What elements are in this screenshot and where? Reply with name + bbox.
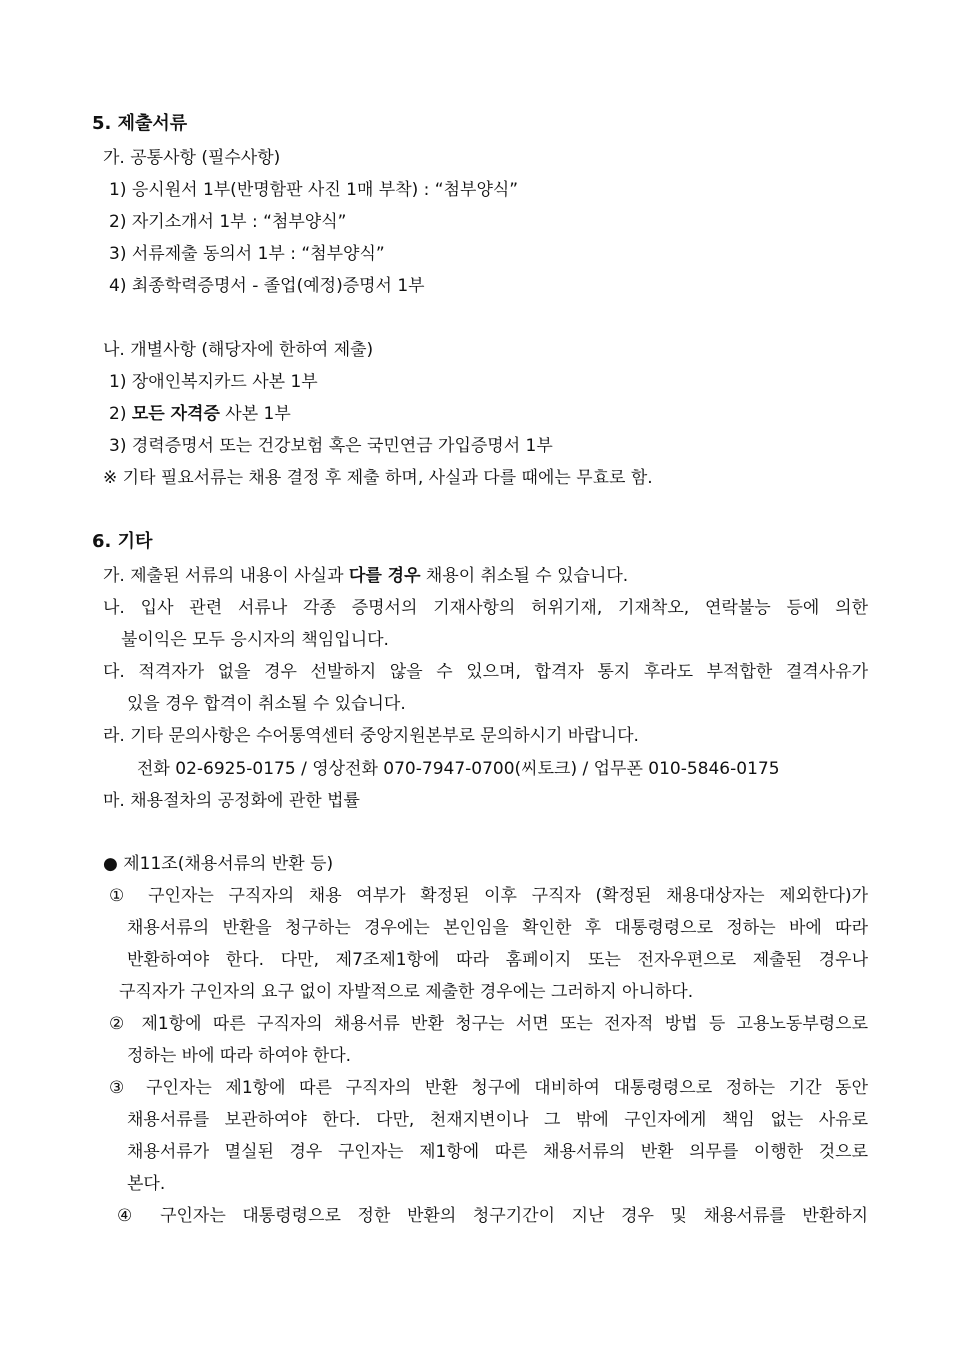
law-paragraph-line: 채용서류가 멸실된 경우 구인자는 제1항에 따른 채용서류의 반환 의무를 이행한 것으로: [127, 1142, 868, 1162]
section-6-ra-line1: 라. 기타 문의사항은 수어통역센터 중앙지원본부로 문의하시기 바랍니다.: [103, 726, 639, 746]
law-paragraph-line: ④ 구인자는 대통령령으로 정한 반환의 청구기간이 지난 경우 및 채용서류를 반환하지: [117, 1206, 868, 1226]
section-6-na-line2: 불이익은 모두 응시자의 책임입니다.: [121, 630, 389, 650]
section-5-ga-heading: 가. 공통사항 (필수사항): [103, 148, 281, 168]
law-paragraph-line: 채용서류를 보관하여야 한다. 다만, 천재지변이나 그 밖에 구인자에게 책임 없는 사유로: [127, 1110, 868, 1130]
law-paragraph-line: 반환하여야 한다. 다만, 제7조제1항에 따라 홈페이지 또는 전자우편으로 제출된 경우나: [127, 950, 868, 970]
law-paragraph-line: ① 구인자는 구직자의 채용 여부가 확정된 이후 구직자 (확정된 채용대상자는 제외한다)가: [109, 886, 868, 906]
law-article-title: ● 제11조(채용서류의 반환 등): [103, 854, 334, 874]
emphasis-text: 다를 경우: [348, 566, 421, 586]
section-6-title: 6. 기타: [92, 531, 153, 552]
list-item: 2) 모든 자격증 사본 1부: [109, 404, 291, 424]
law-paragraph-line: 채용서류의 반환을 청구하는 경우에는 본인임을 확인한 후 대통령령으로 정하는 바에 따라: [127, 918, 868, 938]
section-6-ma: 마. 채용절차의 공정화에 관한 법률: [103, 791, 360, 811]
list-item: 3) 서류제출 동의서 1부 : “첨부양식”: [109, 244, 385, 264]
section-6-na-line1: 나. 입사 관련 서류나 각종 증명서의 기재사항의 허위기재, 기재착오, 연락불능 등에 의한: [103, 598, 868, 618]
section-6-ga: 가. 제출된 서류의 내용이 사실과 다를 경우 채용이 취소될 수 있습니다.: [103, 566, 629, 586]
section-5-na-heading: 나. 개별사항 (해당자에 한하여 제출): [103, 340, 374, 360]
section-5-note: ※ 기타 필요서류는 채용 결정 후 제출 하며, 사실과 다를 때에는 무효로 함.: [103, 468, 653, 488]
section-6-da-line2: 있을 경우 합격이 취소될 수 있습니다.: [127, 694, 406, 714]
law-paragraph-line: 정하는 바에 따라 하여야 한다.: [127, 1046, 352, 1066]
law-paragraph-line: 구직자가 구인자의 요구 없이 자발적으로 제출한 경우에는 그러하지 아니하다.: [119, 982, 694, 1002]
list-item: 2) 자기소개서 1부 : “첨부양식”: [109, 212, 347, 232]
emphasis-text: 모든 자격증: [131, 404, 220, 424]
law-paragraph-line: 본다.: [127, 1174, 166, 1194]
contact-info: 전화 02-6925-0175 / 영상전화 070-7947-0700(씨토크) / 업무폰 010-5846-0175: [137, 759, 780, 779]
list-item: 3) 경력증명서 또는 건강보험 혹은 국민연금 가입증명서 1부: [109, 436, 553, 456]
list-item: 1) 장애인복지카드 사본 1부: [109, 372, 318, 392]
list-item: 1) 응시원서 1부(반명함판 사진 1매 부착) : “첨부양식”: [109, 180, 519, 200]
list-item: 4) 최종학력증명서 - 졸업(예정)증명서 1부: [109, 276, 425, 296]
section-5-title: 5. 제출서류: [92, 113, 188, 134]
law-paragraph-line: ③ 구인자는 제1항에 따른 구직자의 반환 청구에 대비하여 대통령령으로 정하는 기간 동안: [109, 1078, 868, 1098]
law-paragraph-line: ② 제1항에 따른 구직자의 채용서류 반환 청구는 서면 또는 전자적 방법 등 고용노동부령으로: [109, 1014, 868, 1034]
section-6-da-line1: 다. 적격자가 없을 경우 선발하지 않을 수 있으며, 합격자 통지 후라도 부적합한 결격사유가: [103, 662, 868, 682]
